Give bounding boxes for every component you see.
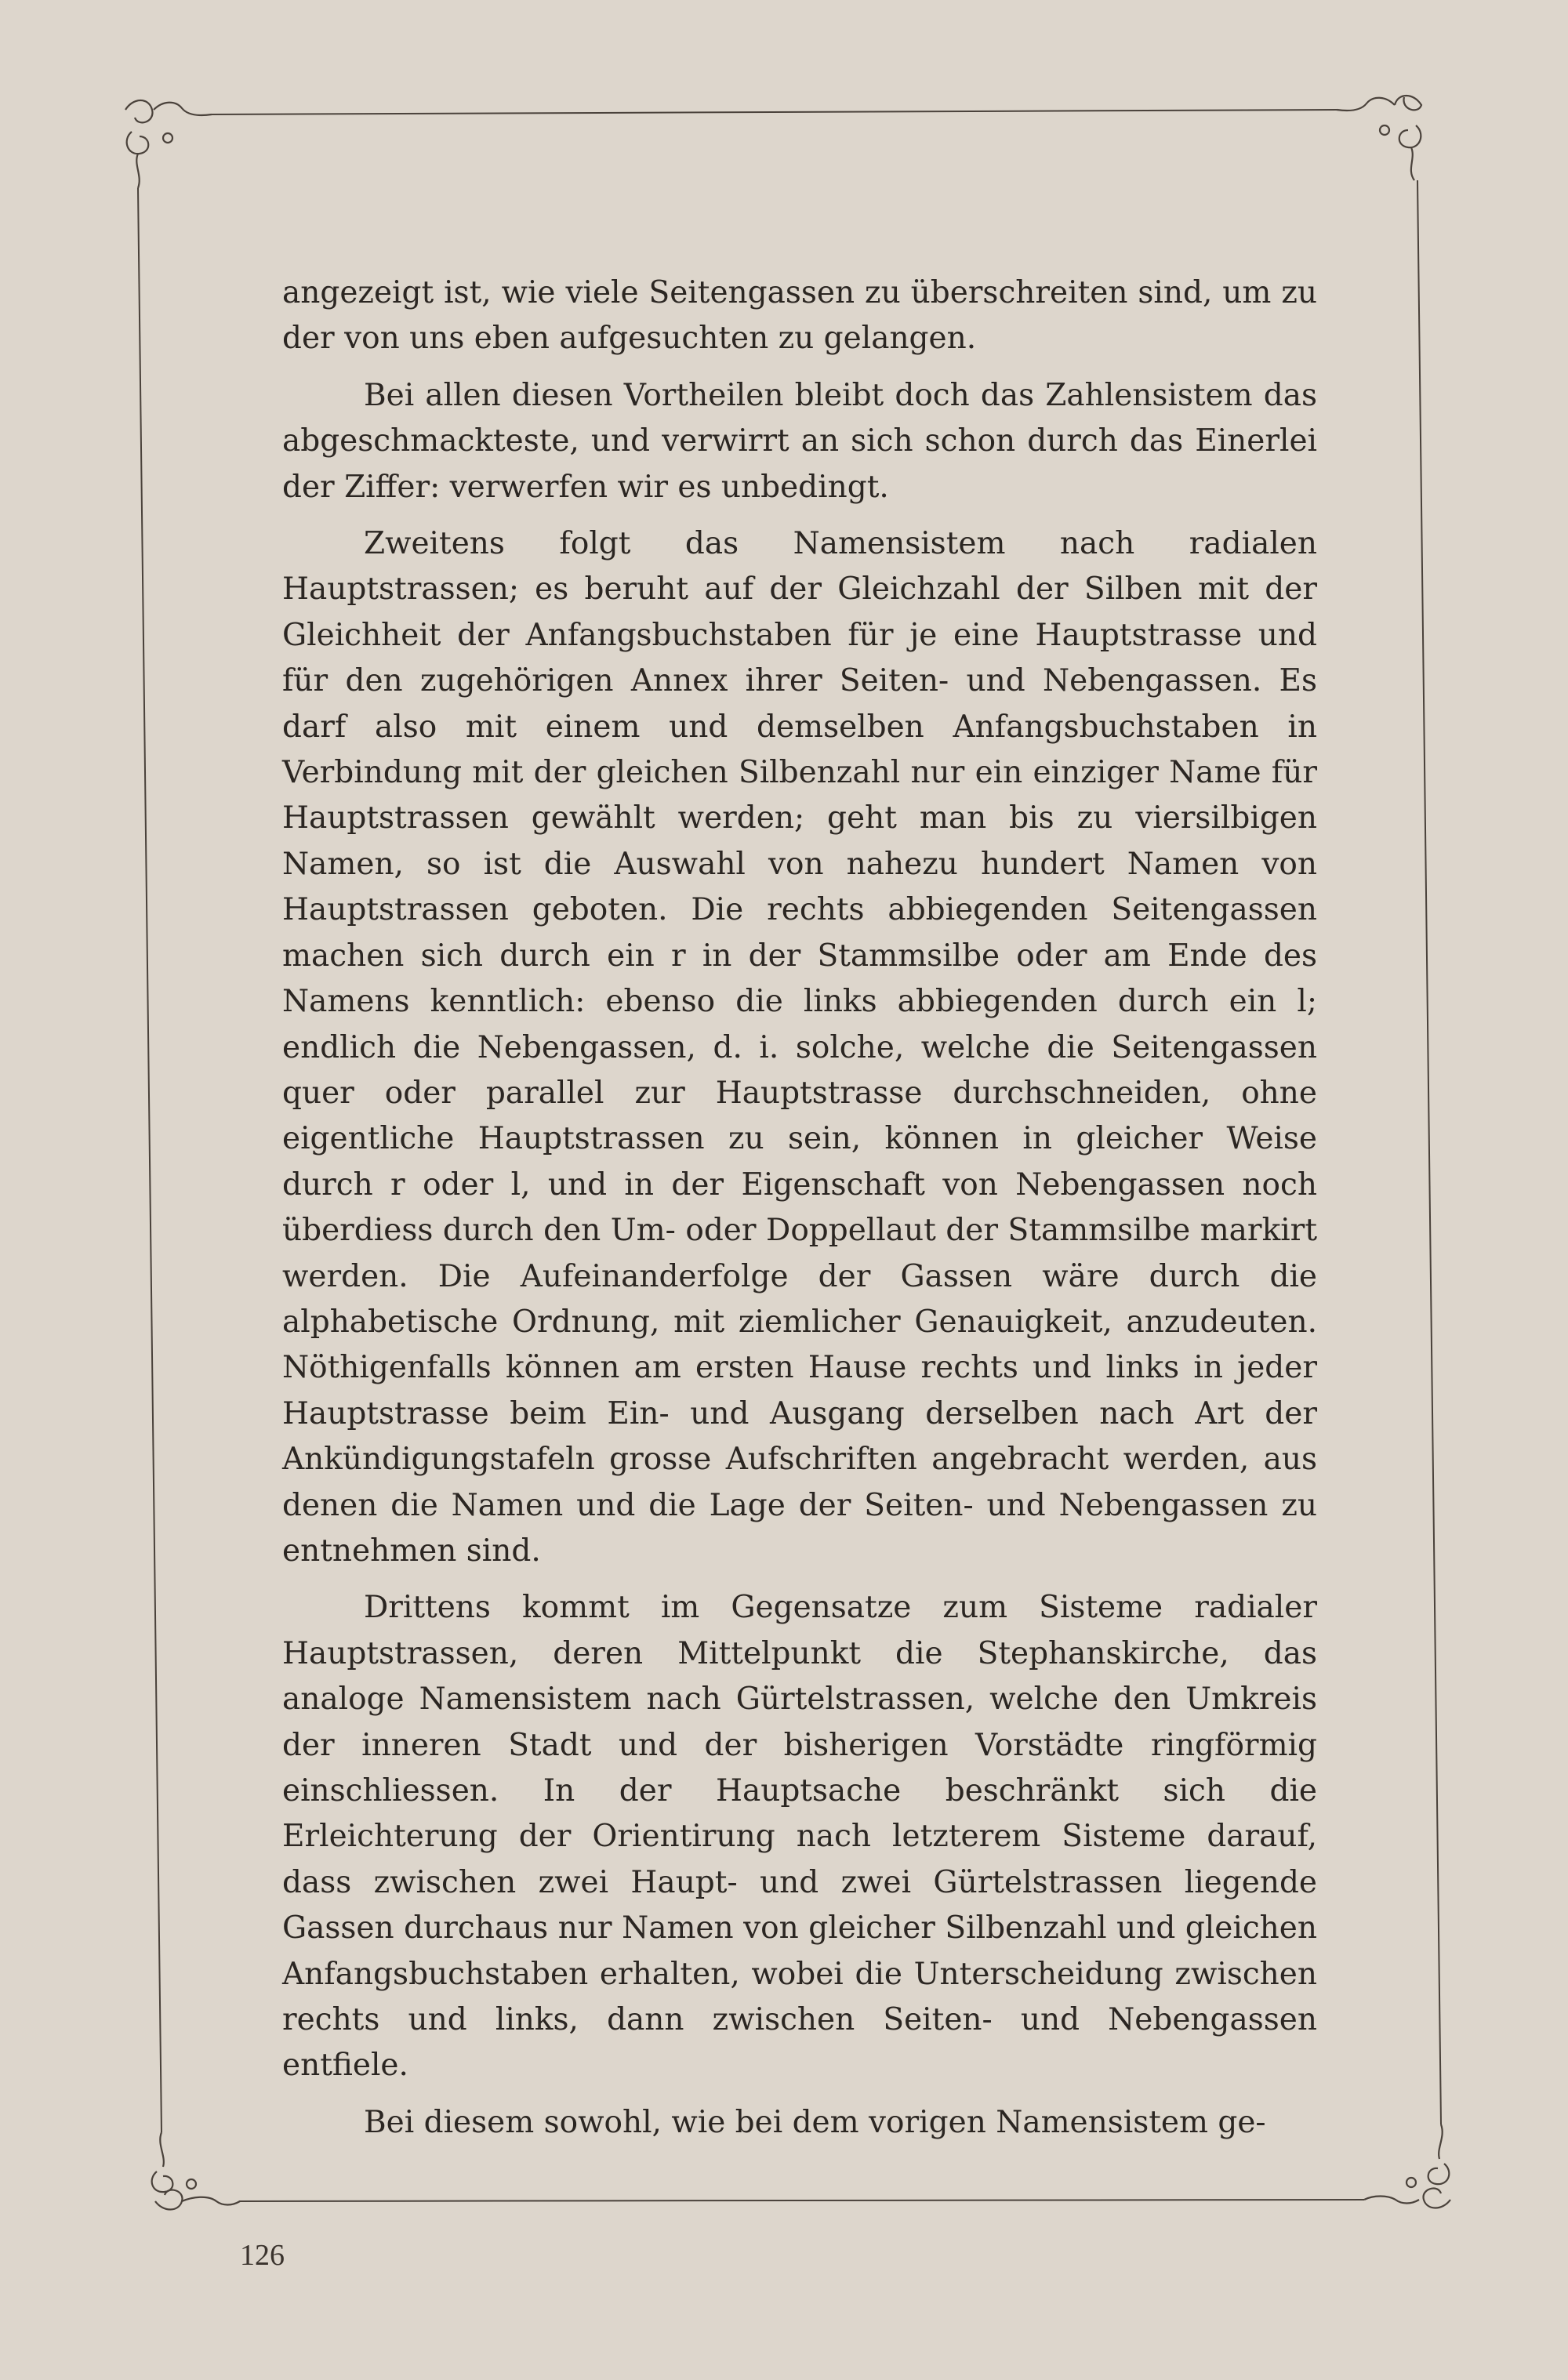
paragraph-3: Zweitens folgt das Namensistem nach radialen Hauptstrassen; es beruht auf der Gleichzahl der Silben mit der Gleichheit der Anfangsbuchstaben für je eine Hauptstrasse und für den zugehörigen Annex ihrer Seiten- und Nebengassen. Es darf also mit einem und demselben Anfangsbuchstaben in Verbindung mit der gleichen Silbenzahl nur ein einziger Name für Hauptstrassen gewählt werden; geht man bis zu viersilbigen Namen, so ist die Auswahl von nahezu hundert Namen von Hauptstrassen geboten. Die rechts abbiegenden Seitengassen machen sich durch ein r in der Stammsilbe oder am Ende des Namens kenntlich: ebenso die links abbiegenden durch ein l; endlich die Nebengassen, d. i. solche, welche die Seitengassen quer oder parallel zur Hauptstrasse durchschneiden, ohne eigentliche Hauptstrassen zu sein, können in gleicher Weise durch r oder l, und in der Eigenschaft von Nebengassen noch überdiess durch den Um- oder Doppellaut der Stammsilbe markirt werden. Die Aufeinanderfolge der Gassen wäre durch die alphabetische Ordnung, mit ziemlicher Genauigkeit, anzudeuten. Nöthigenfalls können am ersten Hause rechts und links in jeder Hauptstrasse beim Ein- und Ausgang derselben nach Art der Ankündigungstafeln grosse Aufschriften angebracht werden, aus denen die Namen und die Lage der Seiten- und Nebengassen zu entnehmen sind.: [282, 526, 1317, 1569]
top-border-rule: [212, 110, 1337, 114]
body-text: [282, 270, 1317, 2146]
top-right-ornament: [1337, 96, 1421, 180]
paragraph-2: Bei allen diesen Vortheilen bleibt doch das Zahlensistem das abgeschmackteste, und verwirrt an sich schon durch das Einerlei der Ziffer: verwerfen wir es unbedingt.: [282, 377, 1317, 505]
bottom-border-rule: [239, 2200, 1364, 2201]
bottom-left-ornament: [152, 2132, 240, 2210]
right-border-rule: [1417, 180, 1441, 2124]
paragraph-5: Bei diesem sowohl, wie bei dem vorigen Namensistem ge-: [364, 2104, 1266, 2140]
page-number: 126: [240, 2239, 285, 2272]
paragraph-1: angezeigt ist, wie viele Seitengassen zu überschreiten sind, um zu der von uns eben aufgesuchten zu gelangen.: [282, 275, 1317, 357]
paragraph-4: Drittens kommt im Gegensatze zum Sisteme radialer Hauptstrassen, deren Mittelpunkt die Stephanskirche, das analoge Namensistem nach Gürtelstrassen, welche den Umkreis der inneren Stadt und der bisherigen Vorstädte ringförmig einschliessen. In der Hauptsache beschränkt sich die Erleichterung der Orientirung nach letzterem Sisteme darauf, dass zwischen zwei Haupt- und zwei Gürtelstrassen liegende Gassen durchaus nur Namen von gleicher Silbenzahl und gleichen Anfangsbuchstaben erhalten, wobei die Unterscheidung zwischen rechts und links, dann zwischen Seiten- und Nebengassen entfiele.: [282, 1590, 1317, 2084]
left-border-rule: [138, 188, 162, 2132]
top-left-ornament: [125, 100, 212, 188]
bottom-right-ornament: [1364, 2124, 1450, 2208]
